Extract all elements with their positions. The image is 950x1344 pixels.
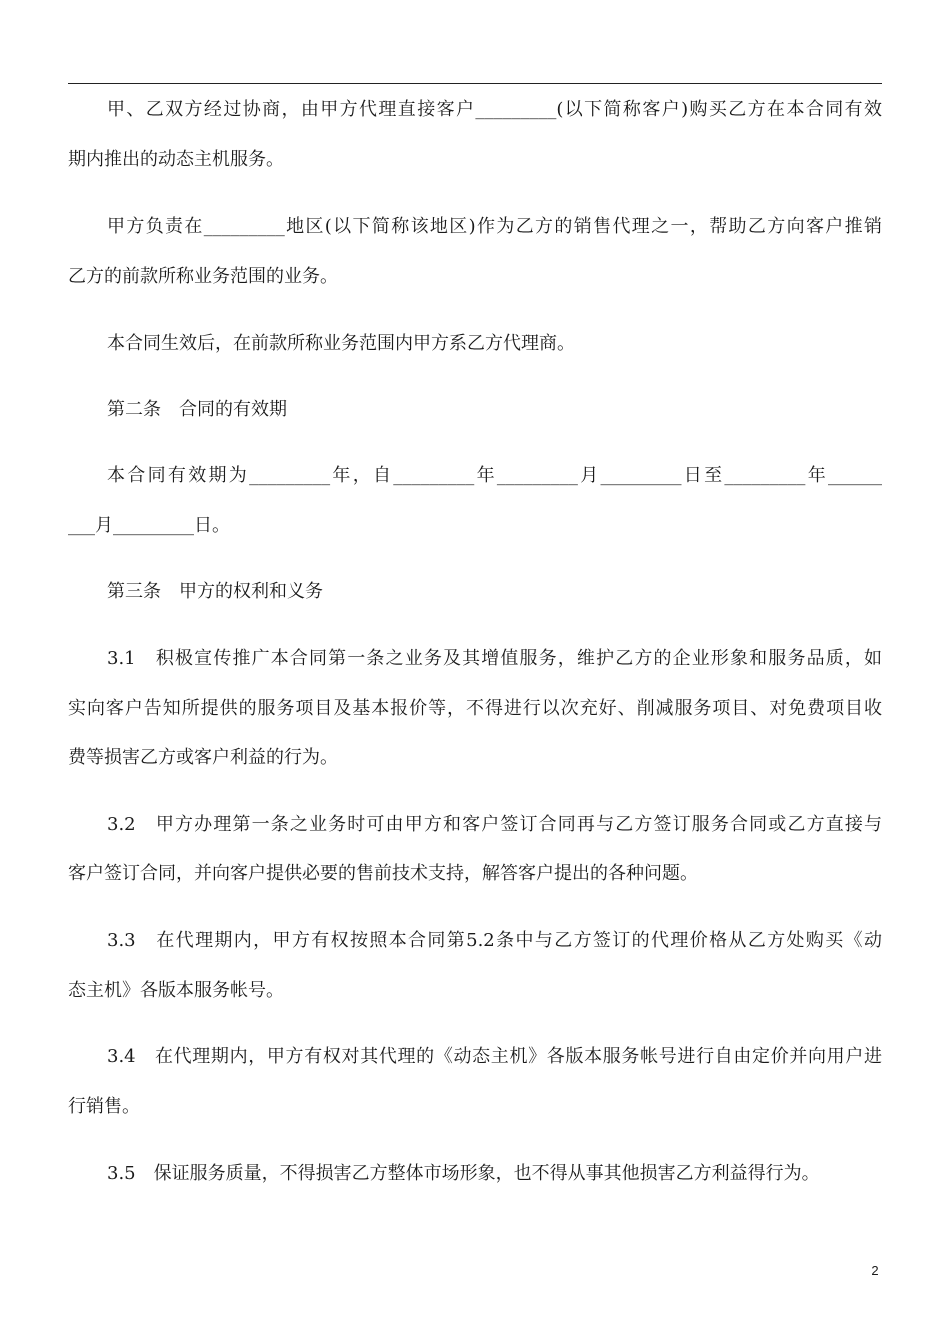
article-heading: 第三条 甲方的权利和义务 [107,581,323,602]
paragraph-line: 3.4 在代理期内，甲方有权对其代理的《动态主机》各版本服务帐号进行自由定价并向用户进 [107,1046,882,1067]
paragraph-line: 3.3 在代理期内，甲方有权按照本合同第5.2条中与乙方签订的代理价格从乙方处购买《动 [107,930,882,951]
paragraph-line: 本合同生效后，在前款所称业务范围内甲方系乙方代理商。 [107,333,575,354]
paragraph-line: 费等损害乙方或客户利益的行为。 [68,747,338,768]
paragraph-line: 3.2 甲方办理第一条之业务时可由甲方和客户签订合同再与乙方签订服务合同或乙方直接与 [107,814,882,835]
page-number: 2 [871,1263,879,1278]
paragraph-line: 甲、乙双方经过协商，由甲方代理直接客户_________(以下简称客户)购买乙方在本合同有效 [107,99,882,120]
paragraph-line: 本合同有效期为_________年，自_________年_________月_________日至_________年______ [107,465,882,486]
paragraph-line: 态主机》各版本服务帐号。 [68,980,284,1001]
paragraph-line: 甲方负责在_________地区(以下简称该地区)作为乙方的销售代理之一，帮助乙方向客户推销 [107,216,882,237]
paragraph-line: 3.1 积极宣传推广本合同第一条之业务及其增值服务，维护乙方的企业形象和服务品质，如 [107,648,882,669]
header-rule [68,83,882,84]
paragraph-line: 3.5 保证服务质量，不得损害乙方整体市场形象，也不得从事其他损害乙方利益得行为。 [107,1163,820,1184]
paragraph-line: 客户签订合同，并向客户提供必要的售前技术支持，解答客户提出的各种问题。 [68,863,698,884]
paragraph-line: 实向客户告知所提供的服务项目及基本报价等，不得进行以次充好、削减服务项目、对免费项目收 [68,698,882,719]
paragraph-line: 乙方的前款所称业务范围的业务。 [68,266,338,287]
paragraph-line: ___月_________日。 [68,515,230,536]
article-heading: 第二条 合同的有效期 [107,399,287,420]
paragraph-line: 行销售。 [68,1096,140,1117]
paragraph-line: 期内推出的动态主机服务。 [68,149,284,170]
